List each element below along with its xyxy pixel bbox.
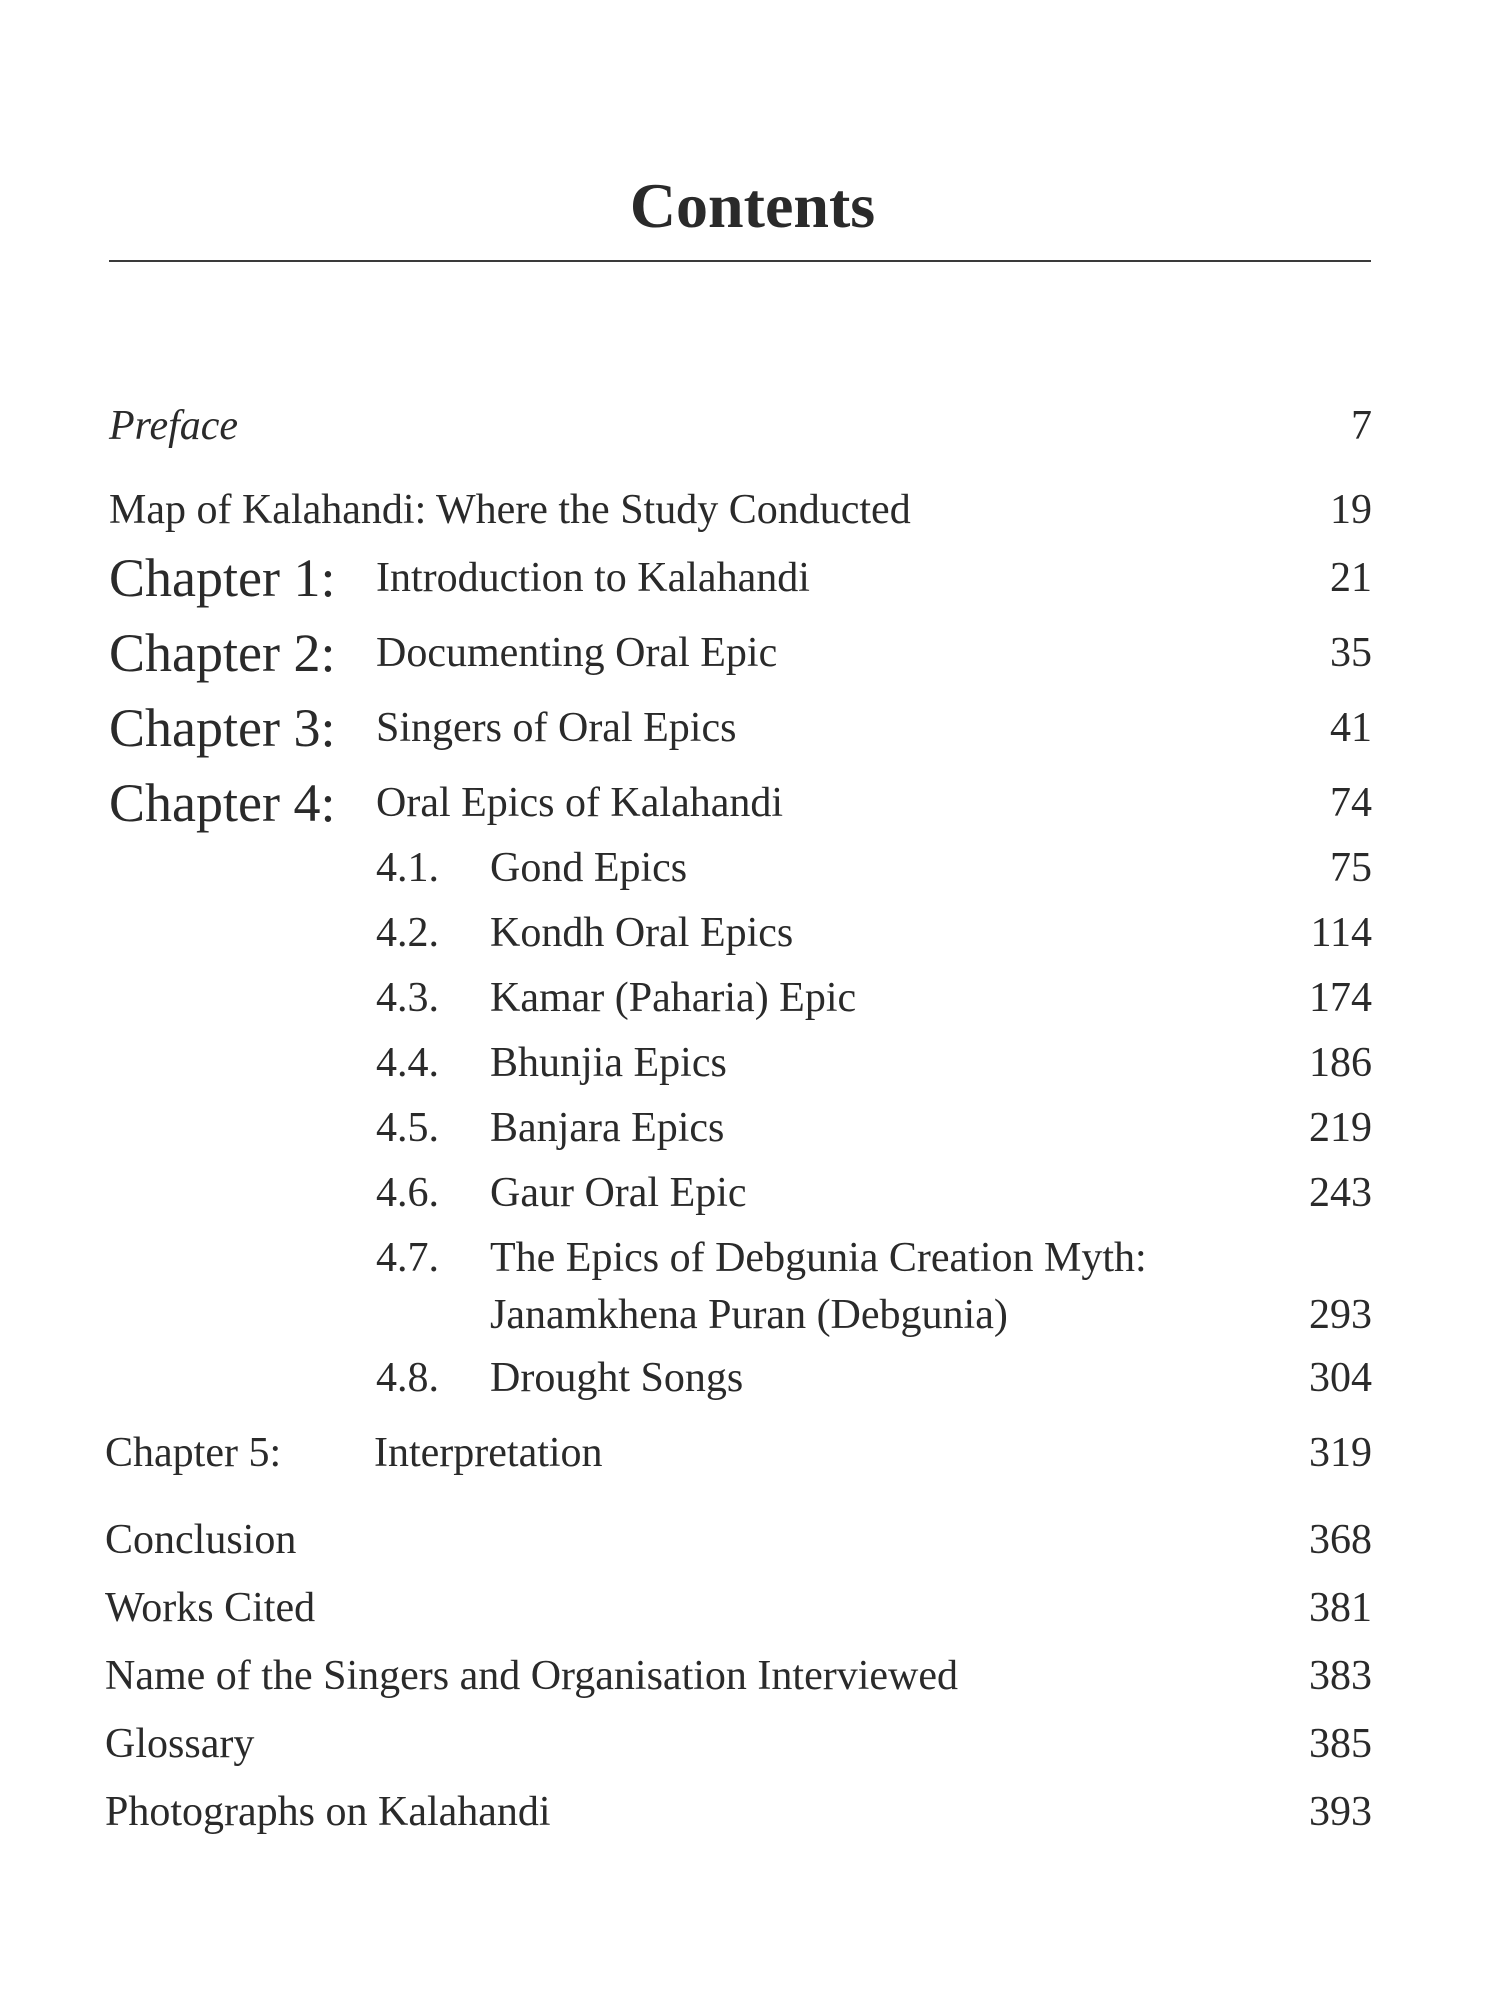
- section-title: Bhunjia Epics: [490, 1040, 727, 1086]
- toc-section-4-1[interactable]: [0, 838, 1505, 898]
- toc-entry-label: Name of the Singers and Organisation Interviewed: [105, 1653, 958, 1699]
- toc-page-number: 114: [1310, 910, 1372, 956]
- section-title: Gond Epics: [490, 845, 688, 891]
- chapter-label: Chapter 1:: [109, 548, 336, 608]
- section-number: 4.2.: [376, 910, 439, 956]
- toc-page-number: 383: [1309, 1653, 1372, 1699]
- toc-page-number: 75: [1330, 845, 1372, 891]
- toc-chapter-4[interactable]: [0, 773, 1505, 833]
- toc-section-4-7-cont[interactable]: [0, 1285, 1505, 1345]
- toc-page-number: 174: [1309, 975, 1372, 1021]
- toc-page-number: 219: [1309, 1105, 1372, 1151]
- toc-entry-works-cited[interactable]: [0, 1578, 1505, 1638]
- chapter-label: Chapter 3:: [109, 698, 336, 758]
- section-number: 4.5.: [376, 1105, 439, 1151]
- toc-entry-photographs[interactable]: [0, 1782, 1505, 1842]
- toc-section-4-6[interactable]: [0, 1163, 1505, 1223]
- section-number: 4.6.: [376, 1170, 439, 1216]
- toc-entry-glossary[interactable]: [0, 1714, 1505, 1774]
- section-number: 4.3.: [376, 975, 439, 1021]
- toc-page-number: 19: [1330, 487, 1372, 533]
- section-title-line-2: Janamkhena Puran (Debgunia): [490, 1292, 1008, 1338]
- section-title: Kamar (Paharia) Epic: [490, 975, 857, 1021]
- chapter-title: Interpretation: [374, 1430, 603, 1476]
- chapter-title: Singers of Oral Epics: [376, 705, 737, 751]
- toc-entry-label: Conclusion: [105, 1517, 297, 1563]
- toc-entry-label: Glossary: [105, 1721, 255, 1767]
- toc-section-4-3[interactable]: [0, 968, 1505, 1028]
- toc-page-number: 304: [1309, 1355, 1372, 1401]
- chapter-label: Chapter 5:: [105, 1430, 282, 1476]
- toc-chapter-2[interactable]: [0, 623, 1505, 683]
- title-divider: [109, 260, 1371, 262]
- toc-entry-conclusion[interactable]: [0, 1510, 1505, 1570]
- toc-page-number: 243: [1309, 1170, 1372, 1216]
- section-number: 4.4.: [376, 1040, 439, 1086]
- toc-entry-label: Preface: [109, 403, 239, 449]
- section-title: Kondh Oral Epics: [490, 910, 794, 956]
- toc-page-number: 385: [1309, 1721, 1372, 1767]
- toc-entry-label: Works Cited: [105, 1585, 316, 1631]
- toc-page-number: 21: [1330, 555, 1372, 601]
- toc-section-4-4[interactable]: [0, 1033, 1505, 1093]
- toc-entry-map[interactable]: [0, 480, 1505, 540]
- toc-chapter-1[interactable]: [0, 548, 1505, 608]
- chapter-title: Introduction to Kalahandi: [376, 555, 810, 601]
- toc-section-4-7[interactable]: [0, 1228, 1505, 1288]
- section-title-line-1: The Epics of Debgunia Creation Myth:: [490, 1235, 1147, 1281]
- toc-entry-label: Photographs on Kalahandi: [105, 1789, 551, 1835]
- toc-entry-preface[interactable]: [0, 396, 1505, 456]
- toc-page-number: 35: [1330, 630, 1372, 676]
- section-title: Drought Songs: [490, 1355, 744, 1401]
- section-title: Gaur Oral Epic: [490, 1170, 747, 1216]
- section-number: 4.7.: [376, 1235, 439, 1281]
- page-title: Contents: [629, 170, 876, 241]
- toc-page-number: 368: [1309, 1517, 1372, 1563]
- toc-chapter-3[interactable]: [0, 698, 1505, 758]
- toc-page-number: 393: [1309, 1789, 1372, 1835]
- toc-section-4-2[interactable]: [0, 903, 1505, 963]
- chapter-title: Documenting Oral Epic: [376, 630, 778, 676]
- toc-page-number: 293: [1309, 1292, 1372, 1338]
- toc-page-number: 41: [1330, 705, 1372, 751]
- toc-page-number: 74: [1330, 780, 1372, 826]
- section-title: Banjara Epics: [490, 1105, 725, 1151]
- chapter-label: Chapter 4:: [109, 773, 336, 833]
- toc-page-number: 319: [1309, 1430, 1372, 1476]
- chapter-title: Oral Epics of Kalahandi: [376, 780, 784, 826]
- toc-entry-label: Map of Kalahandi: Where the Study Conducted: [109, 487, 911, 533]
- toc-section-4-8[interactable]: [0, 1348, 1505, 1408]
- toc-page-number: 381: [1309, 1585, 1372, 1631]
- toc-page-number: 186: [1309, 1040, 1372, 1086]
- chapter-label: Chapter 2:: [109, 623, 336, 683]
- toc-page-number: 7: [1351, 403, 1372, 449]
- toc-entry-singers-interviewed[interactable]: [0, 1646, 1505, 1706]
- section-number: 4.8.: [376, 1355, 439, 1401]
- toc-section-4-5[interactable]: [0, 1098, 1505, 1158]
- section-number: 4.1.: [376, 845, 439, 891]
- toc-chapter-5[interactable]: [0, 1423, 1505, 1483]
